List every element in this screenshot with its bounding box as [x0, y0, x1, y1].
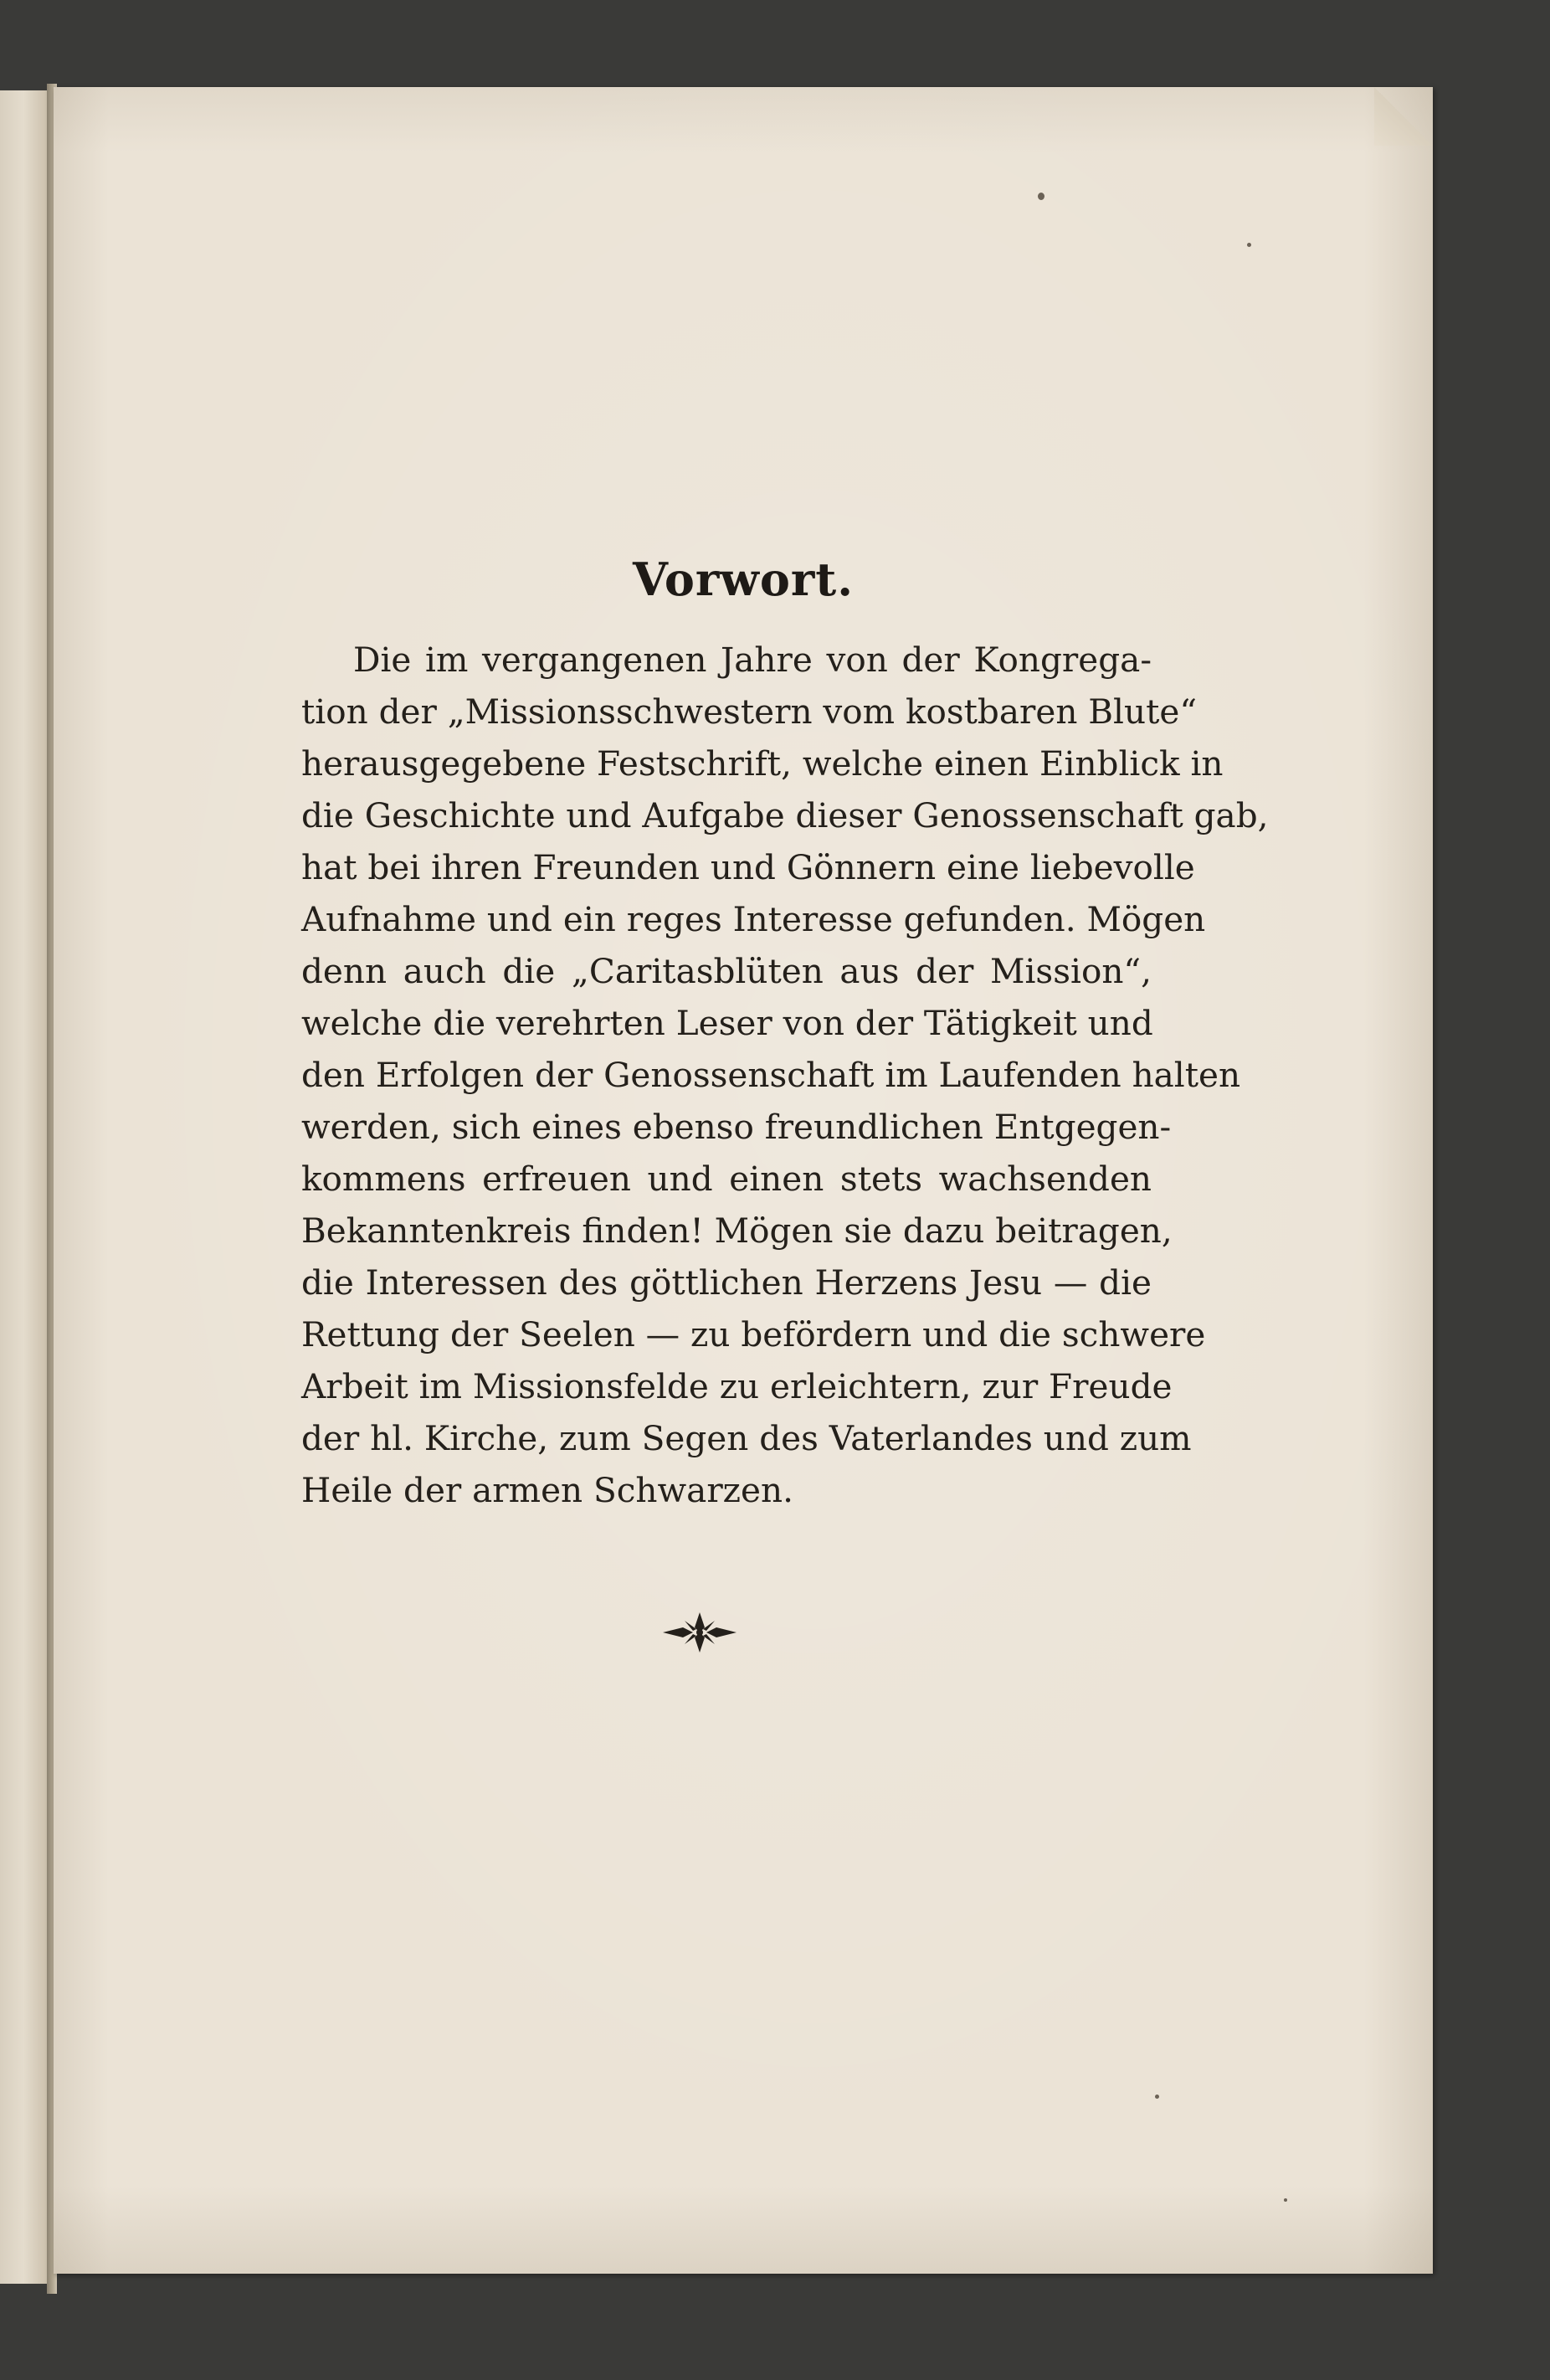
paper-speck: [1038, 193, 1044, 200]
corner-fold: [1374, 87, 1433, 146]
text-line: kommens erfreuen und einen stets wachsenden: [301, 1159, 1152, 1199]
paper-speck: [1247, 243, 1251, 247]
text-line: Arbeit im Missionsfelde zu erleichtern, zur Freude: [301, 1366, 1173, 1406]
paper-speck: [1284, 2198, 1287, 2202]
text-line: der hl. Kirche, zum Segen des Vaterlandes und zum: [301, 1418, 1192, 1458]
facing-page-edge: [0, 90, 52, 2284]
preface-body: [301, 634, 1269, 1516]
text-line: Heile der armen Schwarzen.: [301, 1470, 793, 1510]
text-line: Rettung der Seelen — zu befördern und die schwere: [301, 1314, 1206, 1354]
text-line: denn auch die „Caritasblüten aus der Mission“,: [301, 951, 1152, 991]
text-line: tion der „Missionsschwestern vom kostbaren Blute“: [301, 691, 1198, 732]
text-line: die Geschichte und Aufgabe dieser Genossenschaft gab,: [301, 795, 1269, 835]
book-page: [54, 87, 1433, 2274]
text-line: Aufnahme und ein reges Interesse gefunden. Mögen: [301, 899, 1206, 939]
text-line: Die im vergangenen Jahre von der Kongrega-: [353, 640, 1152, 680]
text-line: welche die verehrten Leser von der Tätigkeit und: [301, 1003, 1153, 1043]
text-line: Bekanntenkreis finden! Mögen sie dazu beitragen,: [301, 1211, 1173, 1251]
page-title: Vorwort.: [632, 553, 855, 606]
text-line: den Erfolgen der Genossenschaft im Laufenden halten: [301, 1055, 1241, 1095]
text-line: die Interessen des göttlichen Herzens Jesu — die: [301, 1262, 1152, 1303]
text-line: werden, sich eines ebenso freundlichen Entgegen-: [301, 1107, 1172, 1147]
text-line: herausgegebene Festschrift, welche einen Einblick in: [301, 743, 1224, 784]
text-line: hat bei ihren Freunden und Gönnern eine liebevolle: [301, 847, 1195, 887]
fleuron-ornament-icon: [660, 1609, 740, 1656]
paper-speck: [1155, 2095, 1159, 2099]
